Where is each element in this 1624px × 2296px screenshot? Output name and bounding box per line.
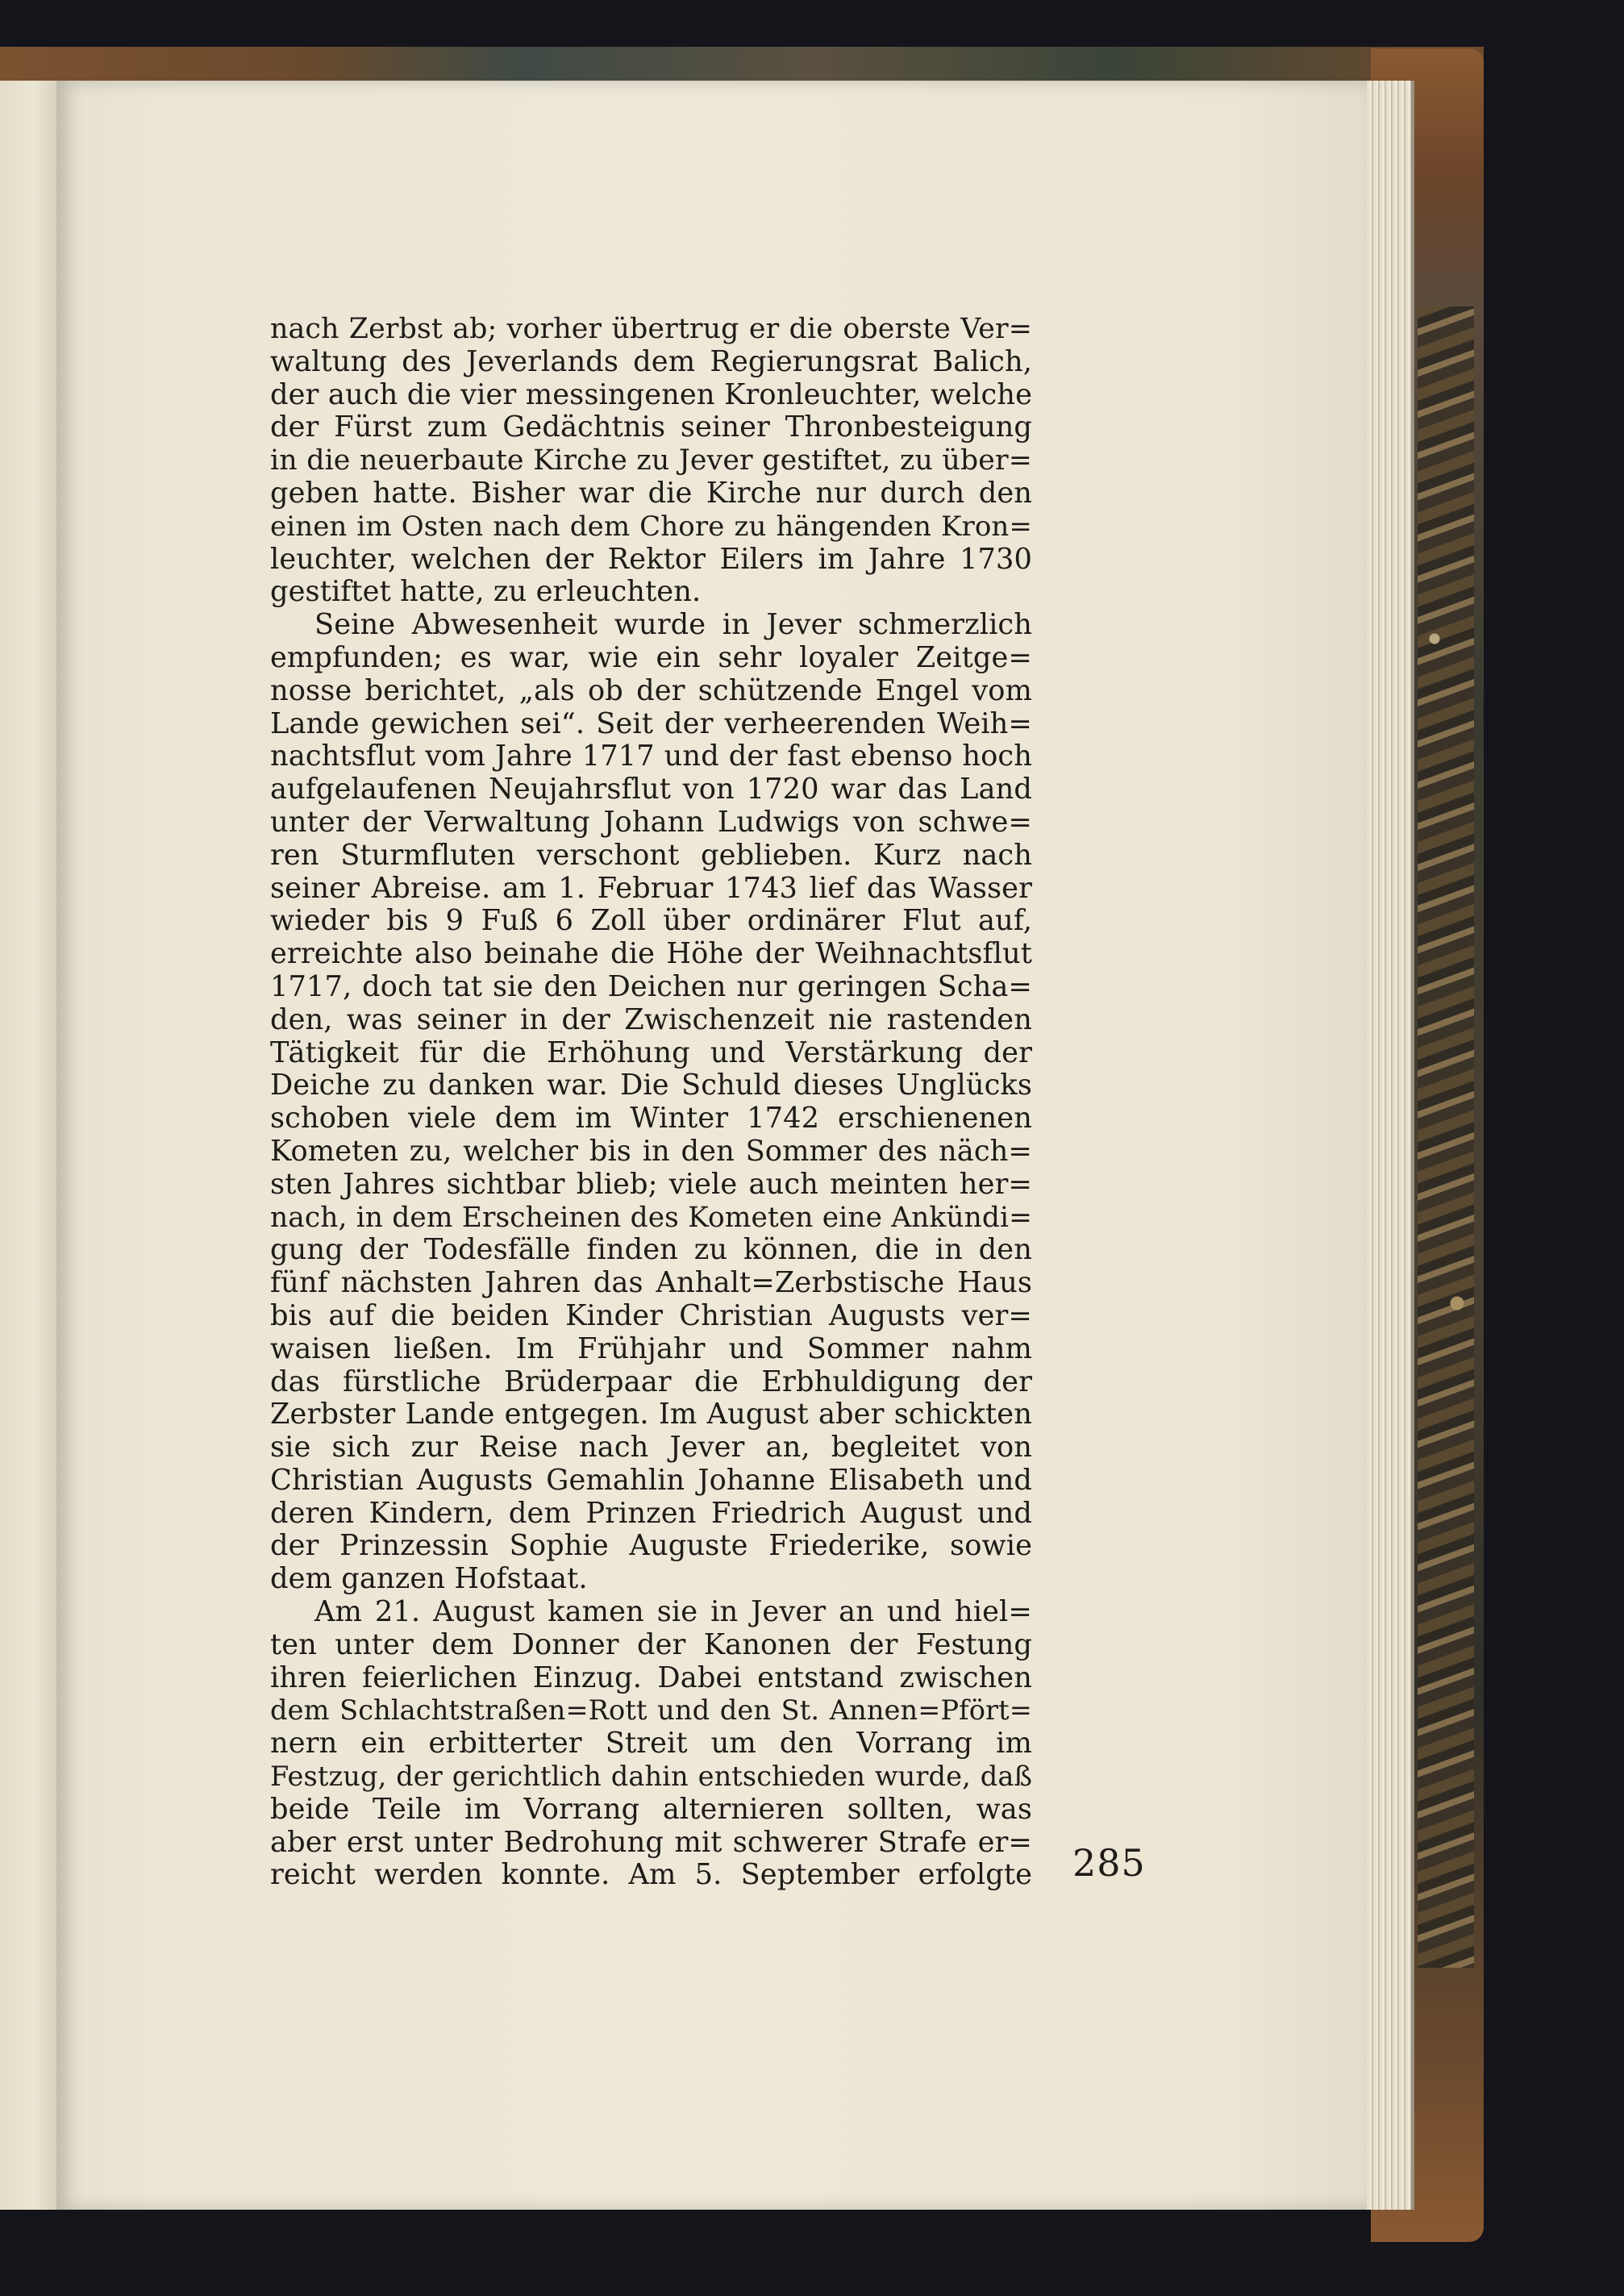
text-line: Lande gewichen sei“. Seit der verheerenden Weih= [270,706,1032,740]
text-line: nachtsflut vom Jahre 1717 und der fast ebenso hoch [270,740,1032,773]
marbled-cover-pattern [1418,306,1474,1968]
text-line: gestiftet hatte, zu erleuchten. [270,575,702,609]
text-line: wieder bis 9 Fuß 6 Zoll über ordinärer Flut auf, [270,904,1032,938]
text-line: fünf nächsten Jahren das Anhalt=Zerbstische Haus [270,1266,1032,1300]
text-line: Seine Abwesenheit wurde in Jever schmerzlich [314,608,1032,642]
text-line: reicht werden konnte. Am 5. September erfolgte [270,1858,1032,1892]
text-line: ihren feierlichen Einzug. Dabei entstand zwischen [270,1661,1032,1694]
text-line: Am 21. August kamen sie in Jever an und hiel= [314,1595,1032,1629]
text-line: unter der Verwaltung Johann Ludwigs von schwe= [270,805,1032,839]
text-line: der auch die vier messingenen Kronleuchter, welche [270,377,1032,411]
text-line: geben hatte. Bisher war die Kirche nur durch den [270,476,1032,510]
text-line: aber erst unter Bedrohung mit schwerer Strafe er= [270,1825,1032,1859]
text-line: deren Kindern, dem Prinzen Friedrich August und [270,1496,1032,1530]
text-line: das fürstliche Brüderpaar die Erbhuldigung der [270,1365,1032,1398]
text-line: gung der Todesfälle finden zu können, die in den [270,1233,1032,1267]
left-page-edge [0,81,59,2210]
text-line: sie sich zur Reise nach Jever an, begleitet von [270,1431,1032,1465]
text-line: nosse berichtet, „als ob der schützende Engel vom [270,673,1032,707]
text-line: Festzug, der gerichtlich dahin entschieden wurde, daß [270,1761,1032,1793]
text-line: der Prinzessin Sophie Auguste Friederike, sowie [270,1529,1032,1563]
text-line: waltung des Jeverlands dem Regierungsrat Balich, [270,344,1032,378]
text-line: bis auf die beiden Kinder Christian Augusts ver= [270,1298,1032,1332]
text-line: Deiche zu danken war. Die Schuld dieses Unglücks [270,1069,1032,1102]
text-line: dem Schlachtstraßen=Rott und den St. Annen=Pfört= [270,1694,1032,1727]
text-line: nach Zerbst ab; vorher übertrug er die oberste Ver= [270,313,1032,345]
text-line: ren Sturmfluten verschont geblieben. Kurz nach [270,838,1032,872]
page-body-text [270,313,1032,1892]
page-number: 285 [1072,1841,1146,1885]
text-line: Kometen zu, welcher bis in den Sommer des näch= [270,1134,1032,1168]
text-line: in die neuerbaute Kirche zu Jever gestiftet, zu über= [270,444,1032,477]
text-line: ten unter dem Donner der Kanonen der Festung [270,1627,1032,1661]
text-line: 1717, doch tat sie den Deichen nur geringen Scha= [270,969,1032,1003]
text-line: sten Jahres sichtbar blieb; viele auch meinten her= [270,1167,1032,1201]
text-line: einen im Osten nach dem Chore zu hängenden Kron= [270,510,1032,543]
text-line: aufgelaufenen Neujahrsflut von 1720 war das Land [270,773,1032,806]
text-line: Tätigkeit für die Erhöhung und Verstärkung der [270,1035,1032,1069]
page-stack-edges [1363,81,1414,2210]
text-line: waisen ließen. Im Frühjahr und Sommer nahm [270,1331,1032,1365]
text-line: erreichte also beinahe die Höhe der Weihnachtsflut [270,937,1032,971]
text-line: schoben viele dem im Winter 1742 erschienenen [270,1102,1032,1135]
text-line: seiner Abreise. am 1. Februar 1743 lief das Wasser [270,871,1032,905]
text-line: beide Teile im Vorrang alternieren sollten, was [270,1792,1032,1826]
text-line: der Fürst zum Gedächtnis seiner Thronbesteigung [270,410,1032,444]
text-line: nern ein erbitterter Streit um den Vorrang im [270,1727,1032,1761]
text-line: empfunden; es war, wie ein sehr loyaler Zeitge= [270,640,1032,674]
text-line: Zerbster Lande entgegen. Im August aber schickten [270,1398,1032,1431]
text-line: leuchter, welchen der Rektor Eilers im Jahre 1730 [270,542,1032,576]
text-line: Christian Augusts Gemahlin Johanne Elisabeth und [270,1463,1032,1497]
text-line: nach, in dem Erscheinen des Kometen eine Ankündi= [270,1201,1032,1234]
text-line: den, was seiner in der Zwischenzeit nie rastenden [270,1002,1032,1036]
text-line: dem ganzen Hofstaat. [270,1562,588,1596]
